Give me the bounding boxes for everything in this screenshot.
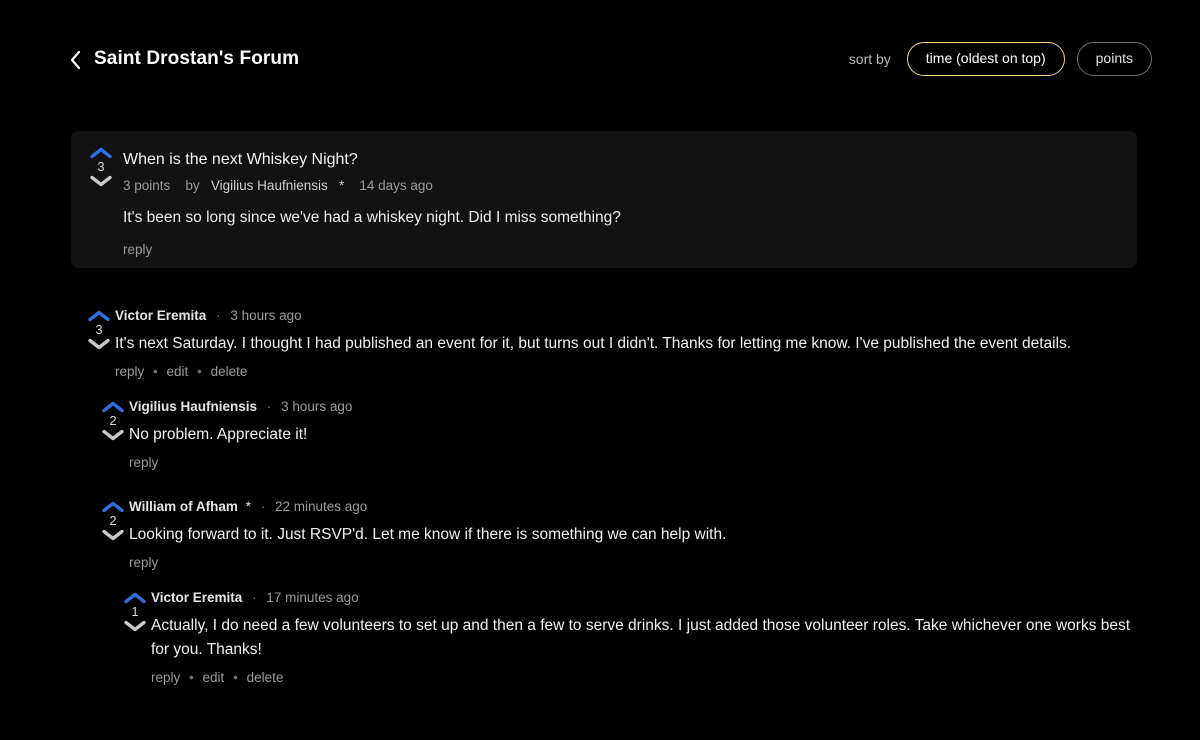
upvote-icon[interactable] — [102, 401, 124, 413]
downvote-icon[interactable] — [88, 338, 110, 350]
post-text: It's been so long since we've had a whiskey night. Did I miss something? — [123, 209, 621, 226]
comment-3-text: Looking forward to it. Just RSVP'd. Let me know if there is something we can help with. — [129, 526, 727, 543]
sort-controls — [849, 42, 1152, 75]
post-body — [123, 149, 1103, 257]
post-meta-by: by — [185, 178, 200, 193]
comment-3 — [109, 499, 1129, 570]
upvote-icon[interactable] — [90, 147, 112, 159]
comment-3-vote — [100, 501, 126, 541]
chevron-left-icon[interactable] — [64, 49, 86, 71]
upvote-icon[interactable] — [124, 592, 146, 604]
comment-3-header: William of Afham * · 22 minutes ago — [129, 499, 368, 514]
comment-1 — [95, 308, 1135, 379]
comment-4-points: 1 — [131, 604, 139, 619]
post-title[interactable]: When is the next Whiskey Night? — [123, 151, 358, 168]
comment-1-edit-link[interactable]: edit — [166, 364, 189, 379]
comment-4-header: Victor Eremita · 17 minutes ago — [151, 590, 359, 605]
post-meta — [123, 178, 1103, 193]
comment-3-actions — [129, 555, 1129, 570]
comment-2-timestamp: 3 hours ago — [281, 399, 353, 414]
comment-2-points: 2 — [109, 413, 117, 428]
upvote-icon[interactable] — [102, 501, 124, 513]
comment-4 — [131, 590, 1141, 685]
comment-1-reply-link[interactable]: reply — [115, 364, 145, 379]
comment-1-timestamp: 3 hours ago — [230, 308, 302, 323]
post-points: 3 — [97, 159, 105, 174]
page-title: Saint Drostan's Forum — [94, 48, 300, 69]
downvote-icon[interactable] — [90, 175, 112, 187]
comment-4-actions: reply • edit • delete — [151, 670, 284, 685]
comment-2-author[interactable]: Vigilius Haufniensis — [129, 399, 258, 414]
comment-4-author[interactable]: Victor Eremita — [151, 590, 243, 605]
downvote-icon[interactable] — [102, 529, 124, 541]
comment-1-vote — [86, 310, 112, 350]
post-author-star: * — [339, 178, 345, 193]
comment-4-timestamp: 17 minutes ago — [266, 590, 359, 605]
sort-option-points[interactable]: points — [1077, 42, 1152, 75]
comment-2-vote — [100, 401, 126, 441]
post-actions — [123, 242, 1103, 257]
comment-3-author[interactable]: William of Afham — [129, 499, 238, 514]
comment-1-text: It's next Saturday. I thought I had published an event for it, but turns out I didn't. Thanks for letting me know. I've published the event details. — [115, 335, 1072, 352]
comment-1-header: Victor Eremita · 3 hours ago — [115, 308, 302, 323]
comment-3-author-star: * — [245, 499, 251, 514]
comment-4-reply-link[interactable]: reply — [151, 670, 181, 685]
page-header — [0, 0, 1200, 118]
comment-4-vote — [122, 592, 148, 632]
comment-2-text: No problem. Appreciate it! — [129, 426, 308, 443]
post-vote-控制 — [88, 147, 114, 187]
comment-1-author[interactable]: Victor Eremita — [115, 308, 207, 323]
post-meta-points: 3 points — [123, 178, 171, 193]
post-author[interactable]: Vigilius Haufniensis — [210, 178, 328, 193]
comment-4-text: Actually, I do need a few volunteers to set up and then a few to serve drinks. I just added those volunteer roles. Take whichever one works best for you. Thanks! — [151, 617, 1131, 658]
comment-4-delete-link[interactable]: delete — [246, 670, 284, 685]
comment-2-header: Vigilius Haufniensis · 3 hours ago — [129, 399, 353, 414]
comment-1-delete-link[interactable]: delete — [210, 364, 248, 379]
comment-3-timestamp: 22 minutes ago — [274, 499, 368, 514]
comment-3-points: 2 — [109, 513, 117, 528]
post-timestamp: 14 days ago — [359, 178, 433, 193]
comment-1-actions: reply • edit • delete — [115, 364, 248, 379]
comment-4-edit-link[interactable]: edit — [202, 670, 225, 685]
comment-1-points: 3 — [95, 322, 103, 337]
sort-option-time[interactable]: time (oldest on top) — [907, 42, 1065, 75]
post-reply-link[interactable]: reply — [123, 242, 153, 257]
downvote-icon[interactable] — [124, 620, 146, 632]
upvote-icon[interactable] — [88, 310, 110, 322]
comment-2 — [109, 399, 1129, 470]
comment-2-reply-link[interactable]: reply — [129, 455, 159, 470]
sort-by-label: sort by — [848, 50, 891, 67]
comment-2-actions — [129, 455, 1129, 470]
comment-3-reply-link[interactable]: reply — [129, 555, 159, 570]
downvote-icon[interactable] — [102, 429, 124, 441]
